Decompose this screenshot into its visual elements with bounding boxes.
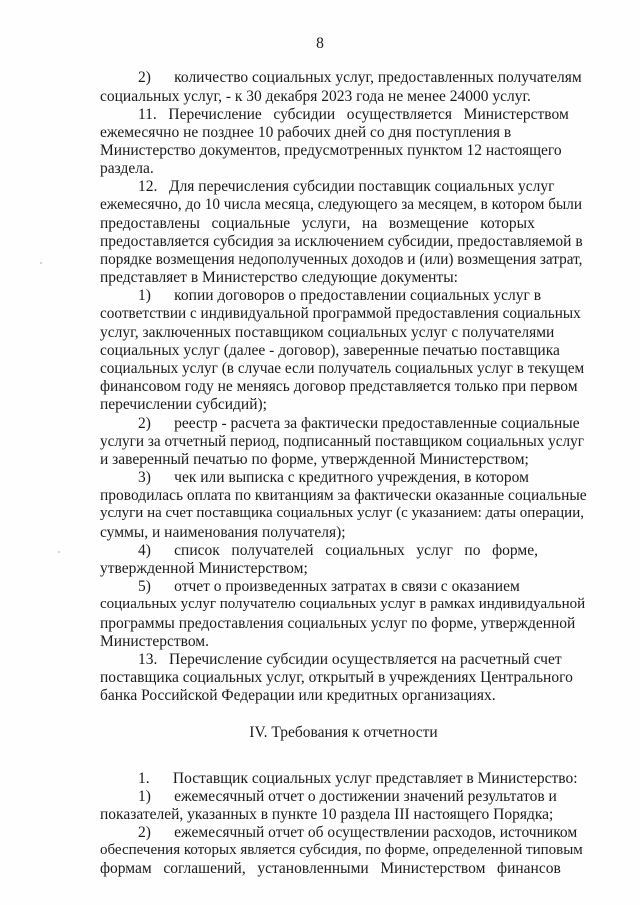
text-line: программы предоставления социальных услуг по форме, утвержденной (100, 615, 576, 632)
text-line: услуги на счет поставщика социальных услуг (с указанием: даты операции, (100, 505, 584, 521)
text-line: услуг, заключенных поставщиком социальных услуг с получателями (100, 324, 555, 341)
text-line: проводилась оплата по квитанциям за фактически оказанные социальные (100, 487, 587, 504)
text-line: соответствии с индивидуальной программой предоставления социальных (100, 305, 581, 322)
text-line: 1) ежемесячный отчет о достижении значений результатов и (138, 788, 557, 805)
text-line: Министерством. (100, 633, 209, 650)
text-line: социальных услуг получателю социальных услуг в рамках индивидуальной (100, 596, 586, 612)
text-line: раздела. (100, 160, 154, 177)
text-line: 5) отчет о произведенных затратах в связи с оказанием (138, 578, 520, 595)
section-heading: IV. Требования к отчетности (249, 724, 438, 741)
text-line: ежемесячно, до 10 числа месяца, следующего за месяцем, в котором были (100, 196, 583, 213)
text-line: показателей, указанных в пункте 10 раздела III настоящего Порядка; (100, 806, 554, 823)
text-line: предоставлены социальные услуги, на возмещение которых (100, 215, 535, 232)
text-line: порядке возмещения недополученных доходов и (или) возмещения затрат, (100, 251, 583, 268)
scan-speck (58, 551, 60, 553)
text-line: 2) количество социальных услуг, предоставленных получателям (138, 69, 582, 86)
text-line: суммы, и наименования получателя); (100, 524, 346, 541)
text-line: ежемесячно не позднее 10 рабочих дней со дня поступления в (100, 124, 512, 141)
text-line: утвержденной Министерством; (100, 560, 308, 577)
text-line: услуги за отчетный период, подписанный поставщиком социальных услуг (100, 433, 585, 450)
text-line: предоставляется субсидия за исключением субсидии, предоставляемой в (100, 233, 583, 250)
text-line: и заверенный печатью по форме, утвержденной Министерством; (100, 451, 529, 468)
text-line: 2) ежемесячный отчет об осуществлении расходов, источником (138, 824, 578, 841)
text-line: социальных услуг, - к 30 декабря 2023 года не менее 24000 услуг. (100, 88, 531, 105)
text-line: 1) копии договоров о предоставлении социальных услуг в (138, 287, 542, 304)
text-line: 11. Перечисление субсидии осуществляется Министерством (138, 106, 569, 123)
text-line: социальных услуг (далее - договор), заверенные печатью поставщика (100, 342, 560, 359)
text-line: 4) список получателей социальных услуг по форме, (138, 542, 538, 559)
scan-speck (40, 262, 42, 264)
text-line: перечислении субсидий); (100, 396, 267, 413)
text-line: обеспечения которых является субсидия, по форме, определенной типовым (100, 842, 583, 858)
text-line: 12. Для перечисления субсидии поставщик социальных услуг (138, 178, 555, 195)
page-number: 8 (316, 35, 324, 52)
text-line: 13. Перечисление субсидии осуществляется на расчетный счет (138, 651, 562, 668)
text-line: финансовом году не меняясь договор представляется только при первом (100, 378, 578, 395)
text-line: 1. Поставщик социальных услуг представляет в Министерство: (138, 770, 578, 787)
text-line: банка Российской Федерации или кредитных организациях. (100, 687, 496, 704)
text-line: Министерство документов, предусмотренных пунктом 12 настоящего (100, 142, 562, 159)
text-line: поставщика социальных услуг, открытый в учреждениях Центрального (100, 669, 573, 686)
text-line: 2) реестр - расчета за фактически предоставленные социальные (138, 415, 580, 432)
text-line: социальных услуг (в случае если получатель социальных услуг в текущем (100, 360, 585, 377)
text-line: 3) чек или выписка с кредитного учреждения, в котором (138, 469, 529, 486)
text-line: формам соглашений, установленными Министерством финансов (100, 860, 561, 877)
text-line: представляет в Министерство следующие документы: (100, 269, 458, 286)
